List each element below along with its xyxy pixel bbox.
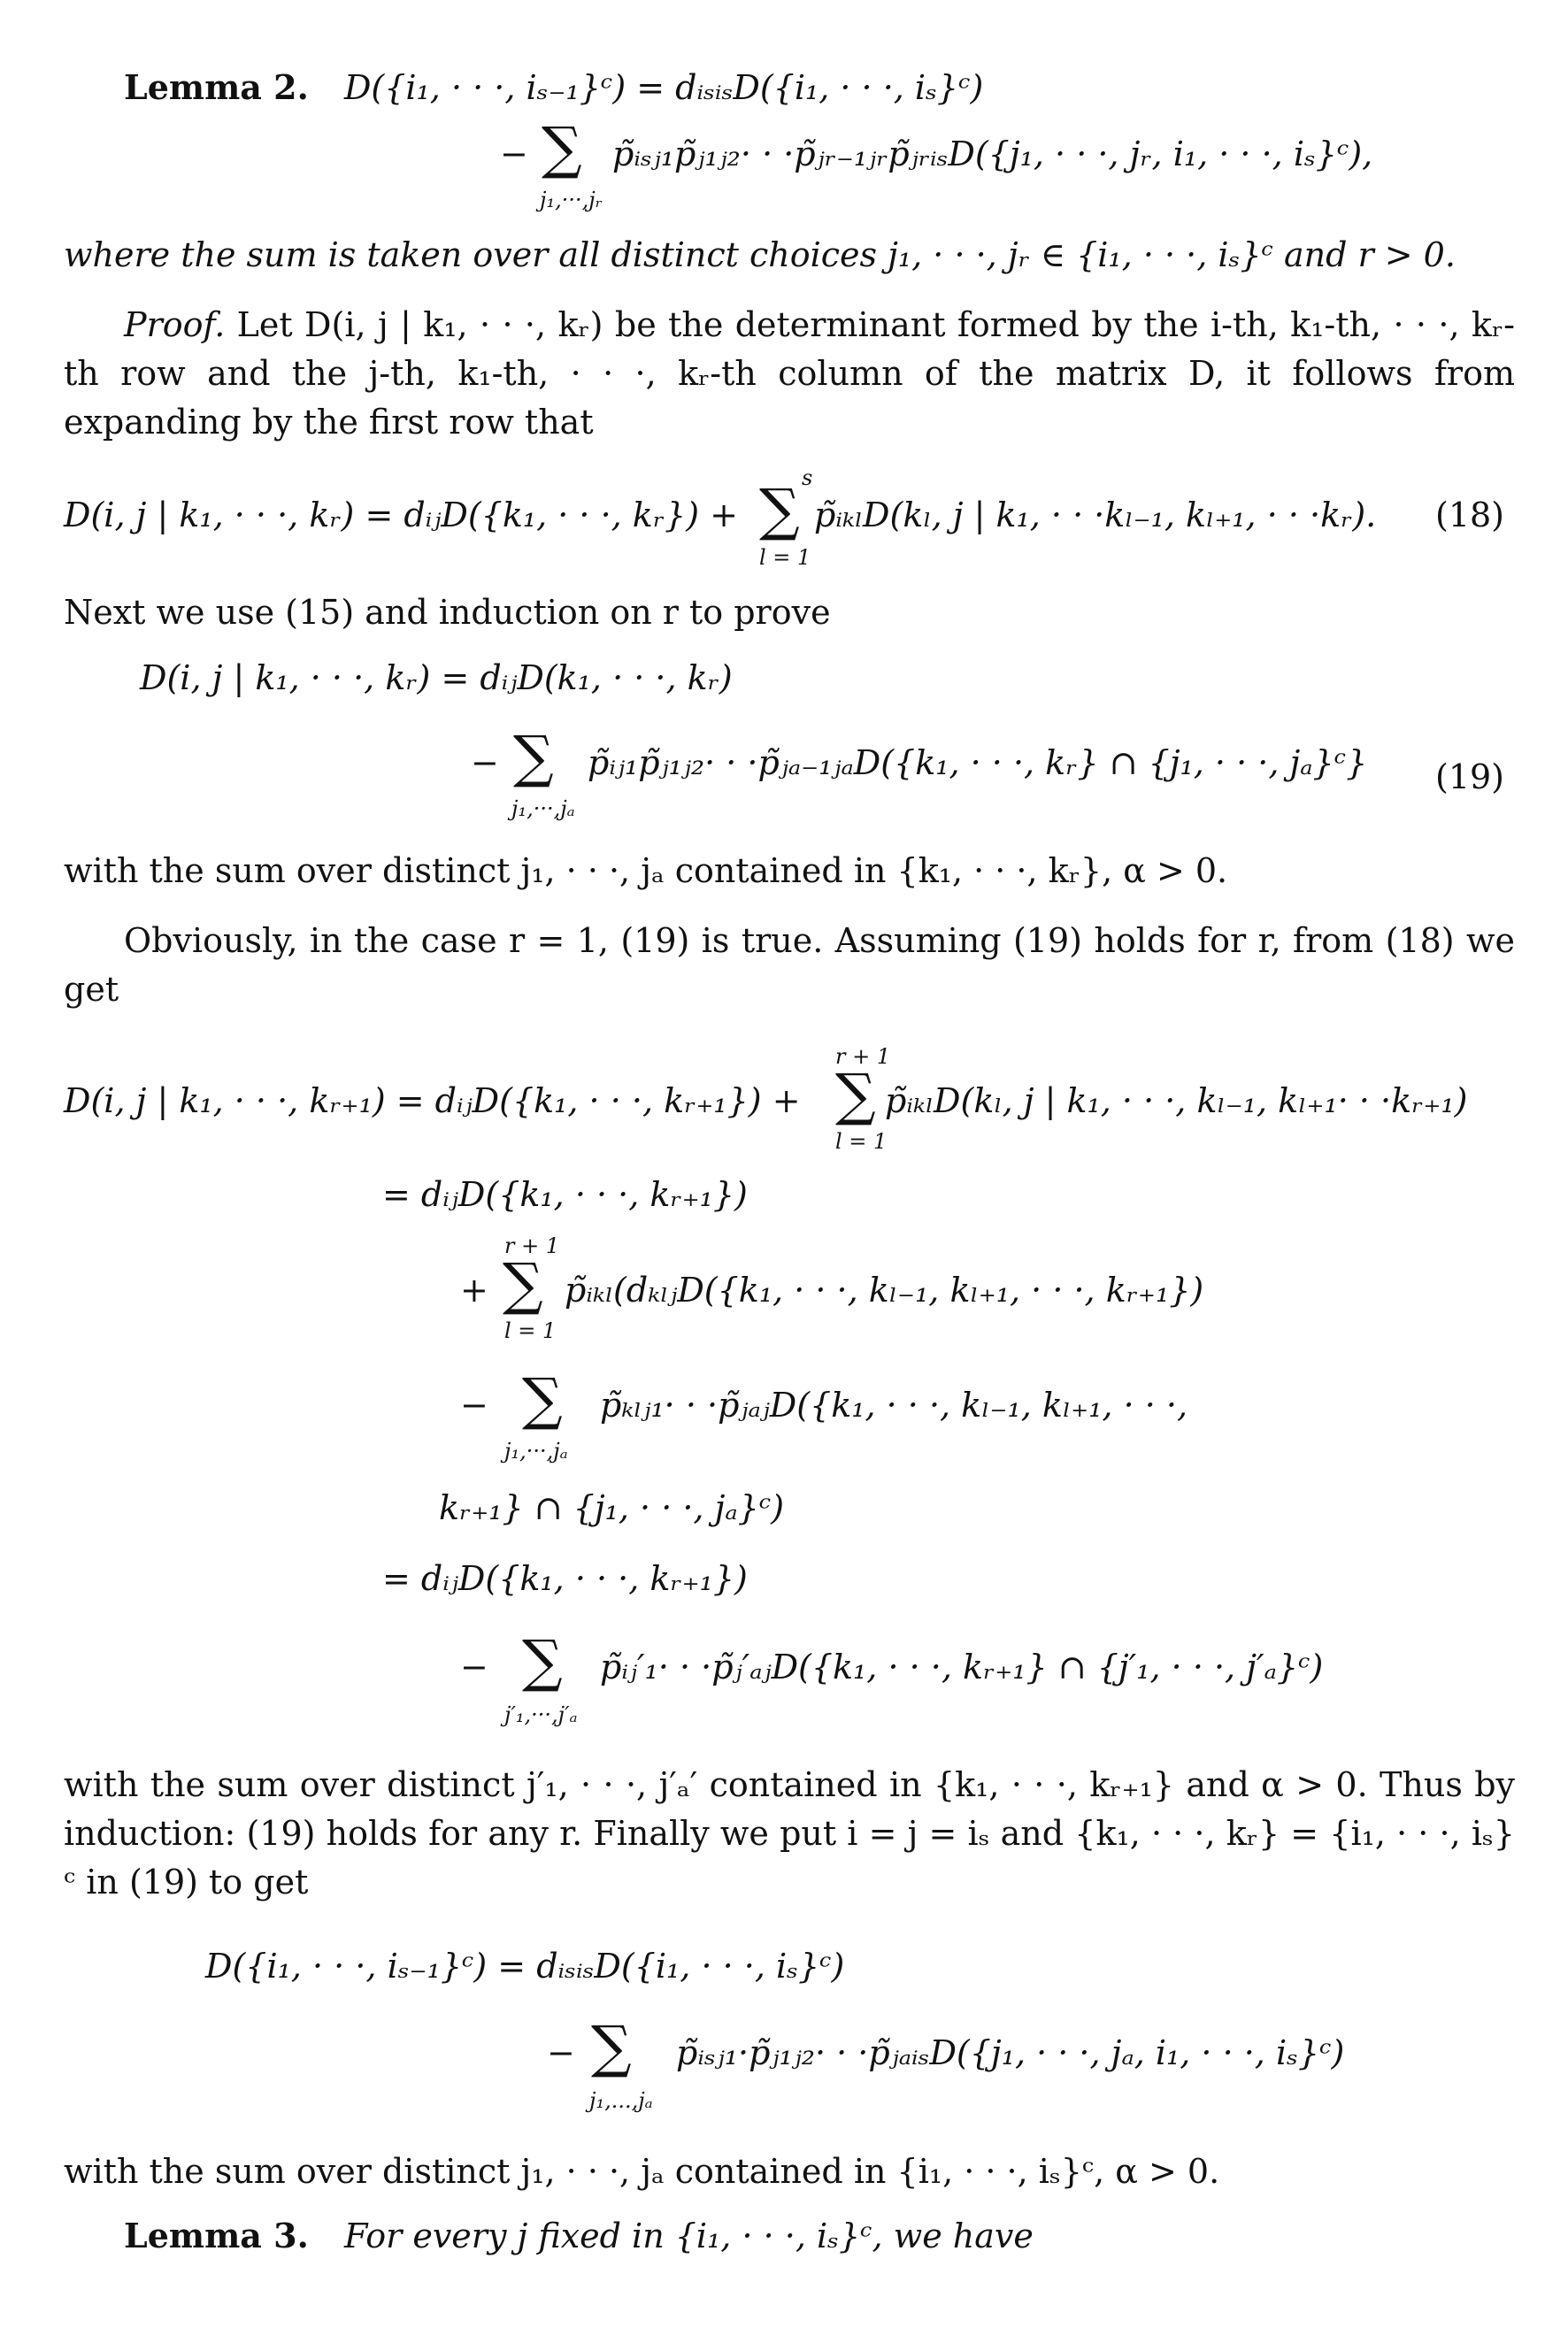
lemma2-minus: − — [500, 134, 528, 173]
ind-line2: = dᵢⱼD({k₁, · · ·, kᵣ₊₁}) — [382, 1175, 748, 1214]
with-text-1: with the sum over distinct j₁, · · ·, jₐ contained in {k₁, · · ·, kᵣ}, α > 0. — [64, 851, 1228, 890]
ind-line4-sum-symbol: ∑ — [522, 1367, 563, 1433]
with-text-3: with the sum over distinct j₁, · · ·, jₐ contained in {i₁, · · ·, iₛ}ᶜ, α > 0. — [64, 2152, 1220, 2191]
eq18-lower-limit: l = 1 — [759, 545, 811, 570]
lemma2-statement — [124, 67, 983, 109]
eq19-number: (19) — [1435, 757, 1505, 796]
ind-line3-sum-symbol: ∑ — [503, 1252, 543, 1318]
ind-line7: p̃ᵢⱼ′₁· · ·p̃ⱼ′ₐⱼD({k₁, · · ·, kᵣ₊₁} ∩ {j′₁, · · ·, j′ₐ}ᶜ) — [600, 1648, 1324, 1686]
ind-line6: = dᵢⱼD({k₁, · · ·, kᵣ₊₁}) — [382, 1559, 748, 1598]
ind-line7-minus: − — [460, 1648, 488, 1686]
eq18-upper-limit: s — [802, 465, 813, 490]
lemma3-label: Lemma 3. — [124, 2216, 309, 2255]
eq18-sum-symbol: ∑ — [759, 478, 800, 543]
ind-line3-lower: l = 1 — [504, 1318, 557, 1343]
final-minus: − — [547, 2033, 575, 2072]
ind-line4: p̃ₖₗⱼ₁· · ·p̃ⱼₐⱼD({k₁, · · ·, kₗ₋₁, kₗ₊₁, · · ·, — [600, 1386, 1188, 1425]
ind-line7-limit: j′₁,···,j′ₐ — [504, 1702, 578, 1727]
ind-line3: p̃ᵢₖₗ(dₖₗⱼD({k₁, · · ·, kₗ₋₁, kₗ₊₁, · · ·, kᵣ₊₁}) — [565, 1271, 1204, 1310]
eq19-line1: D(i, j | k₁, · · ·, kᵣ) = dᵢⱼD(k₁, · · ·, kᵣ) — [140, 658, 733, 697]
lemma2-sum-term: p̃ᵢₛⱼ₁p̃ⱼ₁ⱼ₂· · ·p̃ⱼᵣ₋₁ⱼᵣp̃ⱼᵣᵢₛD({j₁, · · ·, jᵣ, i₁, · · ·, iₛ}ᶜ), — [612, 134, 1373, 173]
ind-line7-sum-symbol: ∑ — [522, 1629, 563, 1694]
eq18-lhs: D(i, j | k₁, · · ·, kᵣ) = dᵢⱼD({k₁, · · ·, kᵣ}) + — [64, 496, 738, 534]
ind-line3-upper: r + 1 — [504, 1233, 560, 1258]
final-line1: D({i₁, · · ·, iₛ₋₁}ᶜ) = dᵢₛᵢₛD({i₁, · · ·, iₛ}ᶜ) — [205, 1947, 845, 1986]
ind-line4-limit: j₁,···,jₐ — [504, 1439, 568, 1464]
ind-line1-upper: r + 1 — [835, 1044, 891, 1069]
eq18-rhs: p̃ᵢₖₗD(kₗ, j | k₁, · · ·kₗ₋₁, kₗ₊₁, · · ·kᵣ). — [814, 496, 1377, 534]
eq19-limit: j₁,···,jₐ — [511, 796, 575, 821]
lemma3-statement — [124, 2216, 1034, 2257]
proof-label: Proof. — [124, 305, 226, 344]
ind-line4-minus: − — [460, 1386, 488, 1425]
final-line2: p̃ᵢₛⱼ₁·p̃ⱼ₁ⱼ₂· · ·p̃ⱼₐᵢₛD({j₁, · · ·, jₐ, i₁, · · ·, iₛ}ᶜ) — [676, 2033, 1345, 2072]
next-text: Next we use (15) and induction on r to prove — [64, 593, 831, 632]
with-text-2: with the sum over distinct j′₁, · · ·, j′ₐ′ contained in {k₁, · · ·, kᵣ₊₁} and α > 0. Thus by induction: (19) holds for any r. Finally we put i = j = iₛ and {k₁, · · ·, kᵣ} = {i₁, · · ·, iₛ}ᶜ in (19) to get — [64, 1765, 1515, 1902]
ind-line3-plus: + — [460, 1271, 488, 1310]
proof-text: Let D(i, j | k₁, · · ·, kᵣ) be the determinant formed by the i-th, k₁-th, · · ·, kᵣ-th row and the j-th, k₁-th, · · ·, kᵣ-th column of the matrix D, it follows from expanding by the first row that — [64, 305, 1515, 442]
eq19-sum-symbol: ∑ — [513, 725, 554, 790]
obviously-paragraph: Obviously, in the case r = 1, (19) is true. Assuming (19) holds for r, from (18) we get — [64, 921, 1515, 1009]
ind-line1-sum-symbol: ∑ — [835, 1063, 876, 1128]
lemma2-sum-limit: j₁,···,jᵣ — [540, 188, 603, 212]
ind-line1-lower: l = 1 — [835, 1129, 888, 1154]
ind-line5: kᵣ₊₁} ∩ {j₁, · · ·, jₐ}ᶜ) — [439, 1488, 785, 1527]
eq19-minus: − — [471, 743, 499, 782]
lemma2-label: Lemma 2. — [124, 67, 309, 107]
lemma2-where: where the sum is taken over all distinct choices j₁, · · ·, jᵣ ∈ {i₁, · · ·, iₛ}ᶜ and r > 0. — [64, 235, 1456, 274]
lemma2-sum-symbol: ∑ — [542, 116, 582, 181]
lemma3-text: For every j fixed in {i₁, · · ·, iₛ}ᶜ, we have — [343, 2217, 1034, 2255]
eq18-number: (18) — [1435, 496, 1505, 534]
ind-line1-rhs: p̃ᵢₖₗD(kₗ, j | k₁, · · ·, kₗ₋₁, kₗ₊₁· · ·kᵣ₊₁) — [885, 1081, 1468, 1120]
eq19-line2: p̃ᵢⱼ₁p̃ⱼ₁ⱼ₂· · ·p̃ⱼₐ₋₁ⱼₐD({k₁, · · ·, kᵣ} ∩ {j₁, · · ·, jₐ}ᶜ} — [588, 743, 1368, 782]
lemma2-eq-top: D({i₁, · · ·, iₛ₋₁}ᶜ) = dᵢₛᵢₛD({i₁, · · ·, iₛ}ᶜ) — [343, 68, 984, 107]
final-sum-symbol: ∑ — [591, 2015, 632, 2080]
ind-line1-lhs: D(i, j | k₁, · · ·, kᵣ₊₁) = dᵢⱼD({k₁, · · ·, kᵣ₊₁}) + — [64, 1081, 801, 1120]
proof-paragraph — [64, 301, 1515, 447]
final-limit: j₁,...,jₐ — [589, 2088, 653, 2113]
